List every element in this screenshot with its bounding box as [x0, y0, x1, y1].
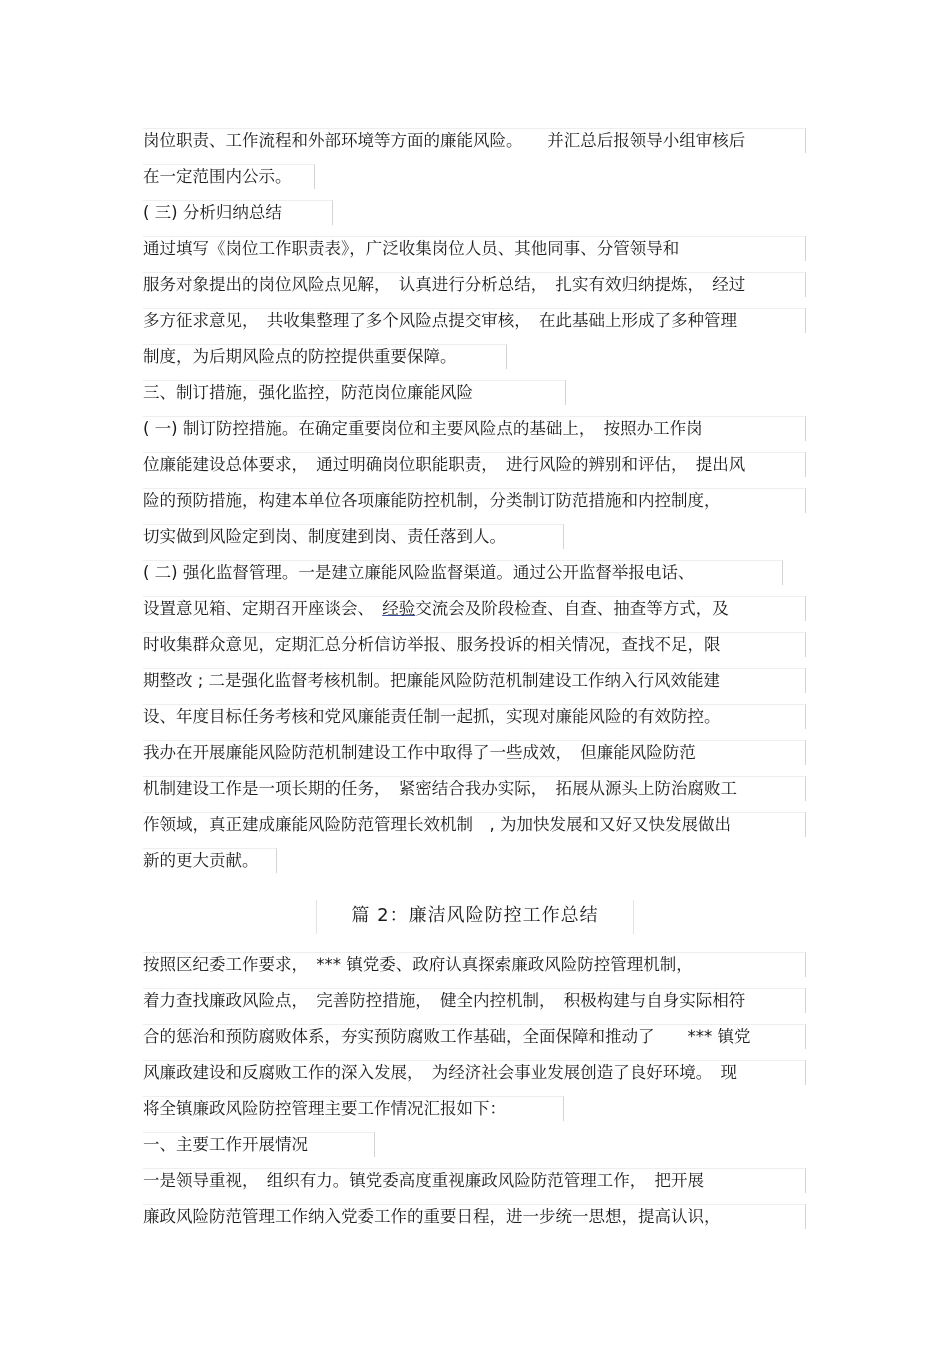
text-line: 合的惩治和预防腐败体系，夯实预防腐败工作基础，全面保障和推动了 *** 镇党: [143, 1024, 806, 1049]
text-line: 一是领导重视， 组织有力。镇党委高度重视廉政风险防范管理工作， 把开展: [143, 1168, 806, 1193]
article-title: 篇 2：廉洁风险防控工作总结: [316, 900, 634, 934]
text-line: 时收集群众意见，定期汇总分析信访举报、服务投诉的相关情况，查找不足，限: [143, 632, 806, 657]
section-heading: 三、制订措施，强化监控，防范岗位廉能风险: [143, 380, 566, 405]
text-line: 设、年度目标任务考核和党风廉能责任制一起抓，实现对廉能风险的有效防控。: [143, 704, 806, 729]
section-heading: ( 三) 分析归纳总结: [143, 200, 333, 225]
text-line: 新的更大贡献。: [143, 848, 277, 873]
text-segment: 设置意见箱、定期召开座谈会、: [143, 599, 383, 618]
text-line: 切实做到风险定到岗、制度建到岗、责任落到人。: [143, 524, 564, 549]
text-line: 机制建设工作是一项长期的任务， 紧密结合我办实际， 拓展从源头上防治腐败工: [143, 776, 806, 801]
text-line: 险的预防措施，构建本单位各项廉能防控机制，分类制订防范措施和内控制度，: [143, 488, 806, 513]
text-line: 服务对象提出的岗位风险点见解， 认真进行分析总结， 扎实有效归纳提炼， 经过: [143, 272, 806, 297]
text-line: ( 一) 制订防控措施。在确定重要岗位和主要风险点的基础上， 按照办工作岗: [143, 416, 806, 441]
text-line: 着力查找廉政风险点， 完善防控措施， 健全内控机制， 积极构建与自身实际相符: [143, 988, 806, 1013]
text-line: 岗位职责、工作流程和外部环境等方面的廉能风险。 并汇总后报领导小组审核后: [143, 128, 806, 153]
text-line: 制度，为后期风险点的防控提供重要保障。: [143, 344, 507, 369]
text-line: 多方征求意见， 共收集整理了多个风险点提交审核， 在此基础上形成了多种管理: [143, 308, 806, 333]
section-heading: 一、主要工作开展情况: [143, 1132, 375, 1157]
text-line: 风廉政建设和反腐败工作的深入发展， 为经济社会事业发展创造了良好环境。 现: [143, 1060, 806, 1085]
text-line: 将全镇廉政风险防控管理主要工作情况汇报如下：: [143, 1096, 564, 1121]
text-segment: 交流会及阶段检查、自查、抽查等方式，及: [415, 599, 729, 618]
text-line: 廉政风险防范管理工作纳入党委工作的重要日程，进一步统一思想，提高认识，: [143, 1204, 806, 1229]
keyword-link[interactable]: 经验: [382, 599, 416, 618]
text-line: 作领域，真正建成廉能风险防范管理长效机制 , 为加快发展和又好又快发展做出: [143, 812, 806, 837]
text-line: 通过填写《岗位工作职责表》，广泛收集岗位人员、其他同事、分管领导和: [143, 236, 806, 261]
text-line: ( 二) 强化监督管理。一是建立廉能风险监督渠道。通过公开监督举报电话、: [143, 560, 783, 585]
text-line: 我办在开展廉能风险防范机制建设工作中取得了一些成效， 但廉能风险防范: [143, 740, 806, 765]
text-line: 期整改 ; 二是强化监督考核机制。把廉能风险防范机制建设工作纳入行风效能建: [143, 668, 806, 693]
text-line: 位廉能建设总体要求， 通过明确岗位职能职责， 进行风险的辨别和评估， 提出风: [143, 452, 806, 477]
text-line: 在一定范围内公示。: [143, 164, 315, 189]
text-line: 按照区纪委工作要求， *** 镇党委、政府认真探索廉政风险防控管理机制，: [143, 952, 806, 977]
text-line: [143, 596, 806, 621]
